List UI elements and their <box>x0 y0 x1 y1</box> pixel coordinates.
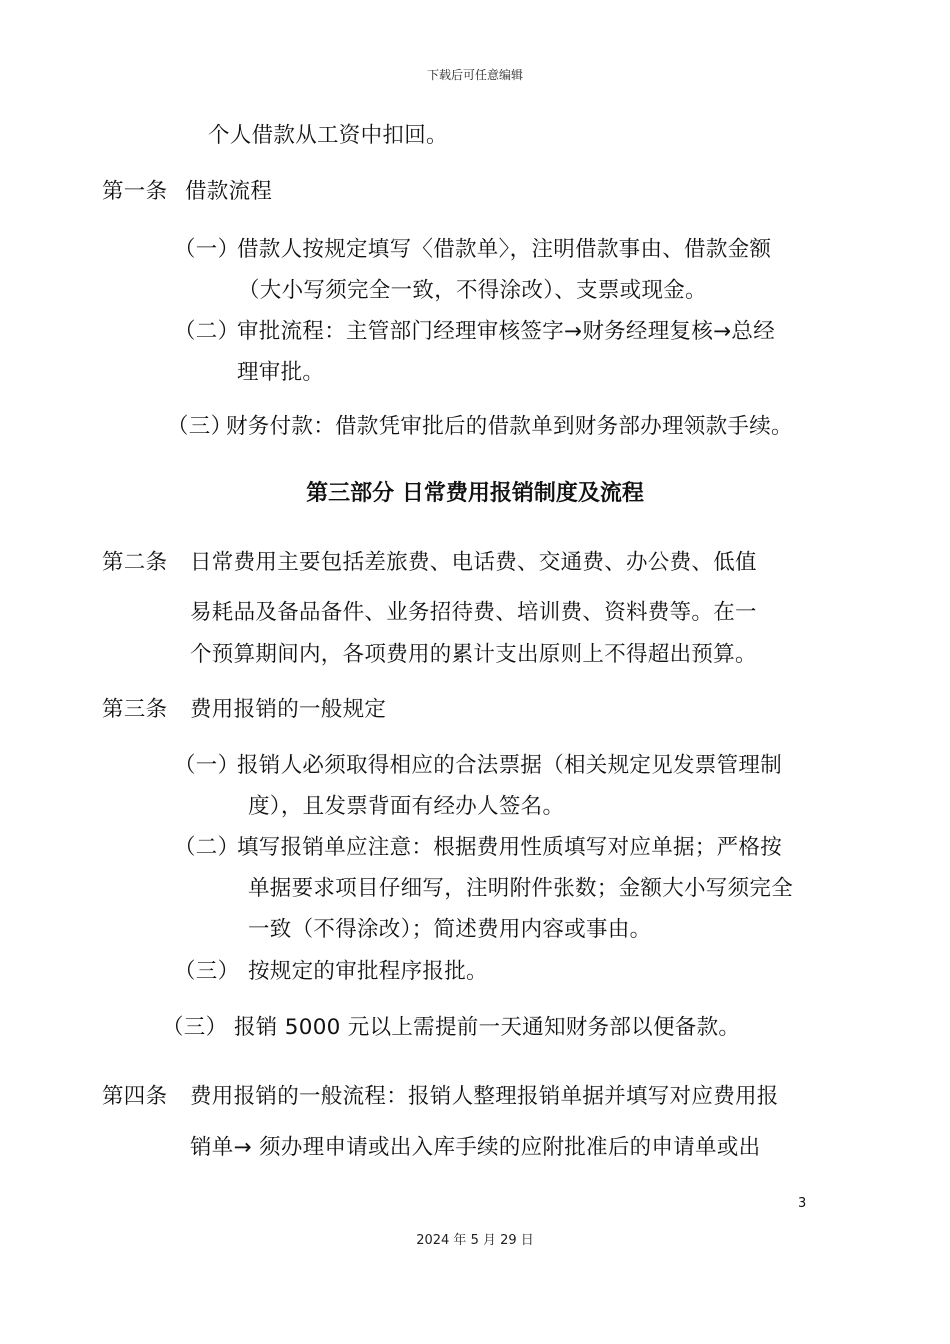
page-number: 3 <box>798 1196 807 1211</box>
paragraph-line: （大小写须完全一致，不得涂改）、支票或现金。 <box>238 278 707 303</box>
paragraph-line: 个人借款从工资中扣回。 <box>208 123 448 148</box>
paragraph-line: 个预算期间内，各项费用的累计支出原则上不得超出预算。 <box>190 642 757 667</box>
list-marker: （一） <box>174 753 240 778</box>
list-marker: （三） <box>162 1015 228 1040</box>
paragraph-line: 报销 5000 元以上需提前一天通知财务部以便备款。 <box>234 1015 741 1040</box>
paragraph-line: 日常费用主要包括差旅费、电话费、交通费、办公费、低值 <box>190 550 757 575</box>
article-number: 第三条 <box>102 697 168 722</box>
paragraph-line: 审批流程：主管部门经理审核签字→财务经理复核→总经 <box>237 319 776 344</box>
article-title: 费用报销的一般规定 <box>190 697 387 722</box>
article-title: 借款流程 <box>185 179 273 204</box>
article-number: 第四条 <box>102 1084 168 1109</box>
list-marker: （三） <box>167 414 233 439</box>
paragraph-line: 报销人必须取得相应的合法票据（相关规定见发票管理制 <box>237 753 783 778</box>
paragraph-line: 易耗品及备品备件、业务招待费、培训费、资料费等。在一 <box>190 600 757 625</box>
paragraph-line: 理审批。 <box>237 360 325 385</box>
list-marker: （三） <box>174 959 240 984</box>
page-header: 下载后可任意编辑 <box>426 68 523 82</box>
footer-date: 2024 年 5 月 29 日 <box>416 1233 534 1248</box>
paragraph-line: 填写报销单应注意：根据费用性质填写对应单据；严格按 <box>237 835 783 860</box>
paragraph-line: 按规定的审批程序报批。 <box>248 959 488 984</box>
paragraph-line: 一致（不得涂改）；简述费用内容或事由。 <box>248 917 652 942</box>
article-number: 第一条 <box>102 179 168 204</box>
paragraph-line: 单据要求项目仔细写，注明附件张数；金额大小写须完全 <box>248 876 794 901</box>
list-marker: （一） <box>174 237 240 262</box>
paragraph-line: 借款人按规定填写〈借款单〉，注明借款事由、借款金额 <box>237 237 772 262</box>
paragraph-line: 财务付款：借款凭审批后的借款单到财务部办理领款手续。 <box>226 414 793 439</box>
paragraph-line: 销单→ 须办理申请或出入库手续的应附批准后的申请单或出 <box>190 1135 761 1160</box>
paragraph-line: 费用报销的一般流程：报销人整理报销单据并填写对应费用报 <box>190 1084 779 1109</box>
article-number: 第二条 <box>102 550 168 575</box>
paragraph-line: 度），且发票背面有经办人签名。 <box>248 794 565 819</box>
section-title: 第三部分 日常费用报销制度及流程 <box>306 481 644 506</box>
list-marker: （二） <box>174 835 240 860</box>
list-marker: （二） <box>174 319 240 344</box>
